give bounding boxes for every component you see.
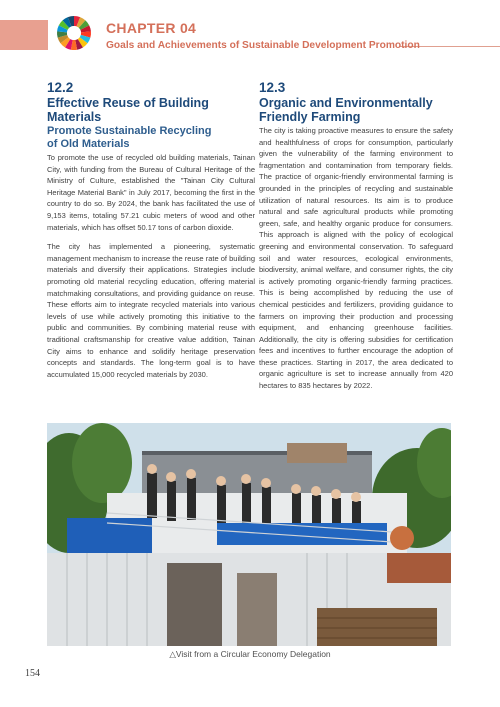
delegation-photo <box>47 423 451 646</box>
section-subtitle-line2: of Old Materials <box>47 138 130 150</box>
section-12-3 <box>259 80 453 392</box>
section-title-line1: Organic and Environmentally <box>259 96 433 110</box>
chapter-title: Goals and Achievements of Sustainable Development Promotion <box>106 40 420 51</box>
chapter-label: CHAPTER 04 <box>106 20 197 36</box>
section-title-line1: Effective Reuse of Building <box>47 96 209 110</box>
section-number: 12.2 <box>47 80 74 95</box>
section-12-2 <box>47 80 255 380</box>
photo-caption: △Visit from a Circular Economy Delegation <box>169 649 331 659</box>
page-number: 154 <box>25 668 40 679</box>
section-title-line2: Materials <box>47 110 102 124</box>
body-paragraph: The city has implemented a pioneering, systematic management mechanism to increase the reuse rate of building materials and diversify their applications. Strategies include promoting old material recycling education, offering material matchmaking consultations, and providing guidance on reuse. These efforts aim to integrate recycled materials into various levels of use while actively promoting this initiative to the public and communities. By combining material reuse with traditional craftsmanship for creative value addition, Tainan City aims to enhance and solidify heritage preservation concepts and standards. The long-term goal is to have accumulated 15,000 recycled materials by 2030. <box>47 242 255 379</box>
photo-illustration <box>47 423 451 646</box>
body-paragraph: The city is taking proactive measures to ensure the safety and healthfulness of crops for consumption, particularly given the vulnerability of the farming environment to fragmentation and contamination from temporary fields. The practice of organic-friendly environmental farming is grounded in the principles of recycling and sustainable utilization of natural resources. Its aim is to produce natural and safe agricultural products while promoting green, safe, and healthy organic produce for consumers. This approach is aligned with the policy of ecological greening and environmental conservation. To safeguard soil and water resources, ecological environments, biodiversity, animal welfare, and consumer rights, the city is actively promoting organic-friendly farming practices. This is being accomplished by reducing the use of chemical pesticides and fertilizers, providing guidance to farmers on improving their production and processing equipment, and enhancing greenhouse facilities. Additionally, the city is offering subsidies for certification fees and incentives to further encourage the adoption of these practices. Starting in 2017, the area dedicated to organic agriculture is set to increase annually from 420 hectares to 835 hectares by 2022. <box>259 126 453 391</box>
section-number: 12.3 <box>259 80 286 95</box>
section-subtitle-line1: Promote Sustainable Recycling <box>47 125 212 137</box>
body-paragraph: To promote the use of recycled old building materials, Tainan City, with funding from the Bureau of Cultural Heritage of the Ministry of Culture, established the "Tainan City Cultural Heritage Material Bank" in July 2017, becoming the first in the country to do so. By 2024, the bank has facilitated the use of 9,153 items, totaling 57.21 cubic meters of wood and other materials, which has offset 50.17 tons of carbon dioxide. <box>47 153 255 232</box>
sdg-wheel-icon <box>56 15 92 51</box>
section-title-line2: Friendly Farming <box>259 110 361 124</box>
header-accent-band <box>0 20 48 50</box>
